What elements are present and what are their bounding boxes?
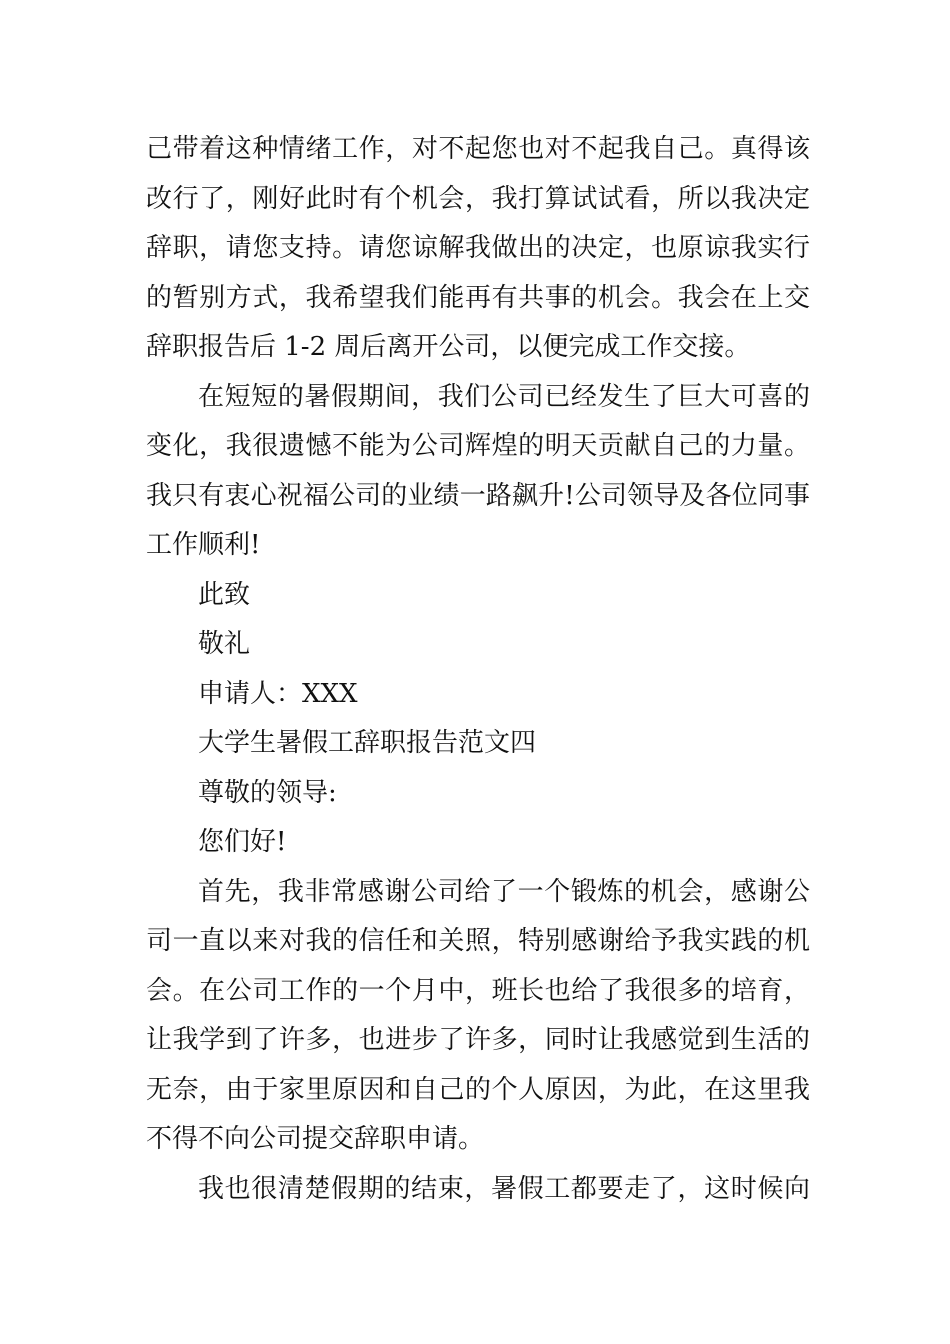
text-line: 辞职报告后 1-2 周后离开公司，以便完成工作交接。: [146, 332, 751, 362]
paragraph-first-line: 首先，我非常感谢公司给了一个锻炼的机会，感谢公: [198, 876, 810, 907]
applicant-line: 申请人：XXX: [198, 678, 358, 709]
closing-line: 此致: [198, 579, 251, 610]
text-line: 辞职，请您支持。请您谅解我做出的决定，也原谅我实行: [146, 233, 810, 263]
paragraph-first-line: 在短短的暑假期间，我们公司已经发生了巨大可喜的: [198, 381, 810, 412]
text-line: 改行了，刚好此时有个机会，我打算试试看，所以我决定: [146, 183, 810, 214]
greeting-line: 您们好!: [198, 827, 287, 857]
text-line: 己带着这种情绪工作，对不起您也对不起我自己。真得该: [146, 134, 810, 164]
greeting-line: 尊敬的领导:: [198, 777, 337, 808]
text-line: 我只有衷心祝福公司的业绩一路飙升!公司领导及各位同事: [146, 480, 810, 511]
text-line: 的暂别方式，我希望我们能再有共事的机会。我会在上交: [146, 282, 810, 313]
text-line: 无奈，由于家里原因和自己的个人原因，为此，在这里我: [146, 1074, 810, 1105]
text-line: 司一直以来对我的信任和关照，特别感谢给予我实践的机: [146, 926, 810, 956]
text-line: 让我学到了许多，也进步了许多，同时让我感觉到生活的: [146, 1025, 810, 1055]
text-line: 不得不向公司提交辞职申请。: [146, 1124, 485, 1154]
salutation-line: 敬礼: [198, 629, 251, 659]
text-line: 工作顺利!: [146, 530, 261, 560]
text-line: 会。在公司工作的一个月中，班长也给了我很多的培育，: [146, 975, 810, 1006]
paragraph-first-line: 我也很清楚假期的结束，暑假工都要走了，这时候向: [198, 1173, 810, 1204]
document-body: [146, 125, 810, 1214]
text-line: 变化，我很遗憾不能为公司辉煌的明天贡献自己的力量。: [146, 431, 810, 461]
section-title: 大学生暑假工辞职报告范文四: [198, 728, 537, 758]
